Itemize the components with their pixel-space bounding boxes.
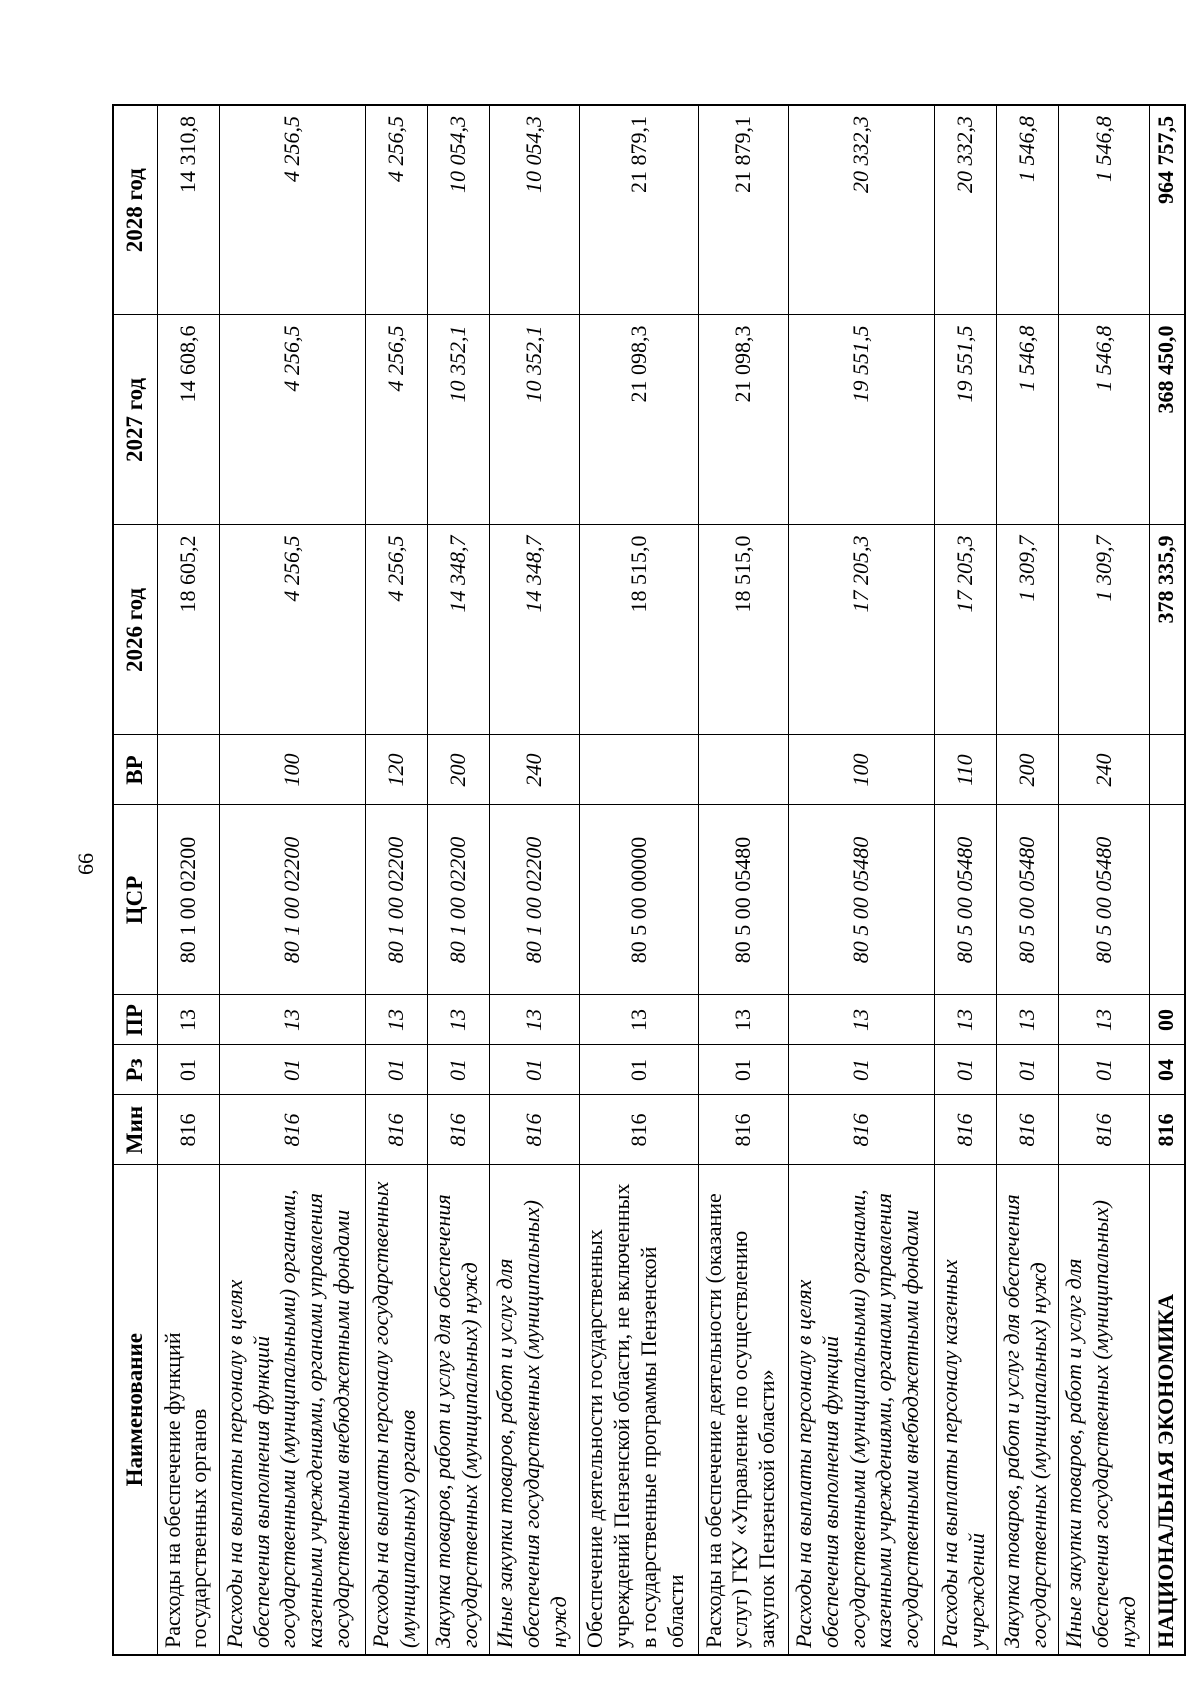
row-rz: 01	[698, 1045, 788, 1095]
row-csr: 80 1 00 02200	[219, 805, 365, 995]
row-name: Расходы на выплаты персоналу в целях обеспечения выполнения функций государственными (муниципальными) органами, казенными учреждениями, органами управления государственными внебюджетными фондами	[788, 1165, 934, 1655]
table-row	[428, 105, 490, 1655]
table-row	[698, 105, 788, 1655]
total-vr	[1149, 735, 1185, 805]
total-csr	[1149, 805, 1185, 995]
header-2026: 2026 год	[113, 525, 157, 735]
header-vr: ВР	[113, 735, 157, 805]
row-2028: 10 054,3	[490, 105, 580, 315]
header-2028: 2028 год	[113, 105, 157, 315]
row-rz: 01	[365, 1045, 427, 1095]
row-min: 816	[365, 1095, 427, 1165]
row-vr: 240	[490, 735, 580, 805]
row-rz: 01	[219, 1045, 365, 1095]
row-rz: 01	[428, 1045, 490, 1095]
row-rz: 01	[997, 1045, 1059, 1095]
row-vr: 240	[1059, 735, 1149, 805]
row-2026: 18 605,2	[157, 525, 219, 735]
header-2027: 2027 год	[113, 315, 157, 525]
total-min: 816	[1149, 1095, 1185, 1165]
table-row	[219, 105, 365, 1655]
row-csr: 80 5 00 05480	[1059, 805, 1149, 995]
total-name: НАЦИОНАЛЬНАЯ ЭКОНОМИКА	[1149, 1165, 1185, 1655]
table-row	[580, 105, 698, 1655]
row-rz: 01	[935, 1045, 997, 1095]
total-2027: 368 450,0	[1149, 315, 1185, 525]
row-rz: 01	[788, 1045, 934, 1095]
row-name: Закупка товаров, работ и услуг для обеспечения государственных (муниципальных) нужд	[997, 1165, 1059, 1655]
row-min: 816	[997, 1095, 1059, 1165]
row-2027: 21 098,3	[698, 315, 788, 525]
row-rz: 01	[580, 1045, 698, 1095]
row-name: Закупка товаров, работ и услуг для обеспечения государственных (муниципальных) нужд	[428, 1165, 490, 1655]
row-vr: 200	[428, 735, 490, 805]
row-csr: 80 5 00 05480	[698, 805, 788, 995]
total-pr: 00	[1149, 995, 1185, 1045]
row-name: Расходы на выплаты персоналу в целях обеспечения выполнения функций государственными (муниципальными) органами, казенными учреждениями, органами управления государственными внебюджетными фондами	[219, 1165, 365, 1655]
row-2028: 1 546,8	[1059, 105, 1149, 315]
row-2026: 14 348,7	[428, 525, 490, 735]
total-rz: 04	[1149, 1045, 1185, 1095]
row-pr: 13	[219, 995, 365, 1045]
table-row	[1059, 105, 1149, 1655]
row-vr: 100	[219, 735, 365, 805]
header-pr: ПР	[113, 995, 157, 1045]
row-pr: 13	[1059, 995, 1149, 1045]
header-csr: ЦСР	[113, 805, 157, 995]
page-number: 66	[73, 853, 98, 875]
row-pr: 13	[365, 995, 427, 1045]
table-row	[490, 105, 580, 1655]
row-2027: 4 256,5	[365, 315, 427, 525]
row-min: 816	[935, 1095, 997, 1165]
table-row	[997, 105, 1059, 1655]
row-2028: 4 256,5	[219, 105, 365, 315]
row-2026: 4 256,5	[219, 525, 365, 735]
row-name: Обеспечение деятельности государственных учреждений Пензенской области, не включенных в государственные программы Пензенской области	[580, 1165, 698, 1655]
row-pr: 13	[580, 995, 698, 1045]
row-min: 816	[698, 1095, 788, 1165]
row-min: 816	[788, 1095, 934, 1165]
row-csr: 80 1 00 02200	[157, 805, 219, 995]
row-2027: 10 352,1	[490, 315, 580, 525]
row-2027: 19 551,5	[788, 315, 934, 525]
row-2026: 18 515,0	[698, 525, 788, 735]
total-2026: 378 335,9	[1149, 525, 1185, 735]
row-min: 816	[1059, 1095, 1149, 1165]
row-2028: 21 879,1	[580, 105, 698, 315]
row-min: 816	[428, 1095, 490, 1165]
row-vr: 120	[365, 735, 427, 805]
row-vr: 200	[997, 735, 1059, 805]
row-2026: 18 515,0	[580, 525, 698, 735]
row-csr: 80 1 00 02200	[365, 805, 427, 995]
row-2028: 14 310,8	[157, 105, 219, 315]
table-row	[365, 105, 427, 1655]
row-rz: 01	[157, 1045, 219, 1095]
row-2026: 1 309,7	[997, 525, 1059, 735]
row-2028: 1 546,8	[997, 105, 1059, 315]
row-2026: 14 348,7	[490, 525, 580, 735]
row-2026: 1 309,7	[1059, 525, 1149, 735]
row-name: Расходы на выплаты персоналу государственных (муниципальных) органов	[365, 1165, 427, 1655]
header-row	[113, 105, 157, 1655]
row-csr: 80 1 00 02200	[428, 805, 490, 995]
row-pr: 13	[997, 995, 1059, 1045]
row-name: Иные закупки товаров, работ и услуг для обеспечения государственных (муниципальных) нужд	[1059, 1165, 1149, 1655]
table-row	[935, 105, 997, 1655]
row-name: Расходы на обеспечение функций государственных органов	[157, 1165, 219, 1655]
row-2027: 14 608,6	[157, 315, 219, 525]
row-csr: 80 1 00 02200	[490, 805, 580, 995]
row-name: Иные закупки товаров, работ и услуг для обеспечения государственных (муниципальных) нужд	[490, 1165, 580, 1655]
row-2027: 21 098,3	[580, 315, 698, 525]
header-min: Мин	[113, 1095, 157, 1165]
row-pr: 13	[157, 995, 219, 1045]
row-csr: 80 5 00 05480	[788, 805, 934, 995]
row-min: 816	[157, 1095, 219, 1165]
row-2027: 1 546,8	[997, 315, 1059, 525]
header-rz: Рз	[113, 1045, 157, 1095]
row-2026: 17 205,3	[788, 525, 934, 735]
row-pr: 13	[490, 995, 580, 1045]
row-csr: 80 5 00 00000	[580, 805, 698, 995]
row-csr: 80 5 00 05480	[935, 805, 997, 995]
budget-table	[112, 104, 1186, 1656]
row-2026: 17 205,3	[935, 525, 997, 735]
row-2028: 21 879,1	[698, 105, 788, 315]
row-csr: 80 5 00 05480	[997, 805, 1059, 995]
row-pr: 13	[788, 995, 934, 1045]
table-row	[157, 105, 219, 1655]
row-pr: 13	[428, 995, 490, 1045]
total-2028: 964 757,5	[1149, 105, 1185, 315]
rotated-page-content	[112, 106, 1186, 1656]
row-2028: 20 332,3	[935, 105, 997, 315]
row-2026: 4 256,5	[365, 525, 427, 735]
row-2027: 10 352,1	[428, 315, 490, 525]
header-name: Наименование	[113, 1165, 157, 1655]
row-2027: 4 256,5	[219, 315, 365, 525]
row-2028: 4 256,5	[365, 105, 427, 315]
row-pr: 13	[698, 995, 788, 1045]
row-vr	[580, 735, 698, 805]
row-vr: 100	[788, 735, 934, 805]
row-pr: 13	[935, 995, 997, 1045]
row-2028: 10 054,3	[428, 105, 490, 315]
row-2027: 1 546,8	[1059, 315, 1149, 525]
table-row	[788, 105, 934, 1655]
row-2027: 19 551,5	[935, 315, 997, 525]
row-vr: 110	[935, 735, 997, 805]
row-name: Расходы на выплаты персоналу казенных учреждений	[935, 1165, 997, 1655]
row-vr	[157, 735, 219, 805]
row-vr	[698, 735, 788, 805]
total-row	[1149, 105, 1185, 1655]
row-2028: 20 332,3	[788, 105, 934, 315]
row-name: Расходы на обеспечение деятельности (оказание услуг) ГКУ «Управление по осуществлению закупок Пензенской области»	[698, 1165, 788, 1655]
row-rz: 01	[1059, 1045, 1149, 1095]
row-min: 816	[580, 1095, 698, 1165]
row-min: 816	[490, 1095, 580, 1165]
row-min: 816	[219, 1095, 365, 1165]
row-rz: 01	[490, 1045, 580, 1095]
